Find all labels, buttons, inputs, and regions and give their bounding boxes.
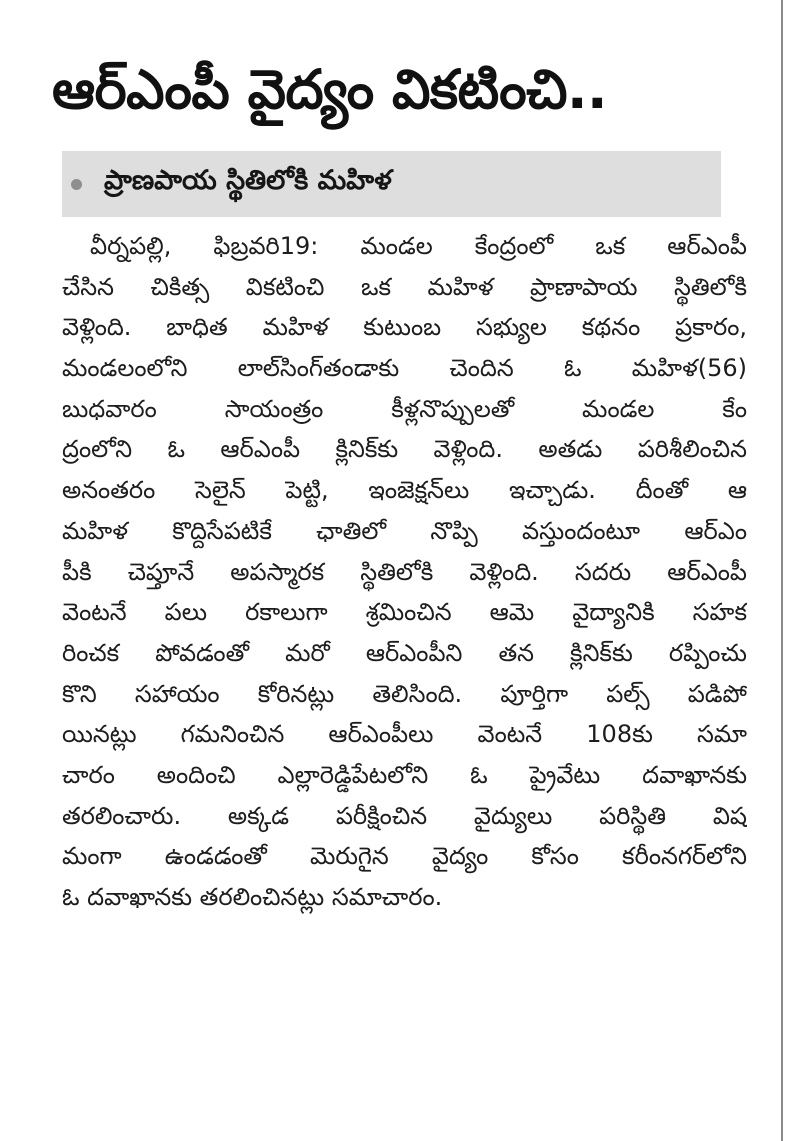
column-divider	[781, 0, 783, 1141]
headline: ఆర్‌ఎంపీ వైద్యం వికటించి..	[52, 58, 607, 121]
article-line: వెళ్లింది. బాధిత మహిళ కుటుంబ సభ్యుల కథనం ప్రకారం,	[62, 313, 747, 342]
article-line: ద్రంలోని ఓ ఆర్‌ఎంపీ క్లినిక్‌కు వెళ్లింది. అతడు పరిశీలించిన	[62, 435, 747, 464]
subheadline-band	[62, 151, 721, 217]
article-line: వీర్నపల్లి, ఫిబ్రవరి19: మండల కేంద్రంలో ఒక ఆర్‌ఎంపీ	[90, 232, 747, 260]
article-line: మంగా ఉండడంతో మెరుగైన వైద్యం కోసం కరీంనగర్‌లోని	[62, 842, 747, 871]
bullet-icon	[71, 179, 82, 190]
article-line: ఓ దవాఖానకు తరలించినట్లు సమాచారం.	[62, 883, 443, 911]
article-line: చారం అందించి ఎల్లారెడ్డిపేటలోని ఓ ప్రైవేటు దవాఖానకు	[62, 760, 747, 789]
article-line: వెంటనే పలు రకాలుగా శ్రమించిన ఆమె వైద్యానికి సహక	[62, 598, 747, 627]
article-line: మహిళ కొద్దిసేపటికే ఛాతిలో నొప్పి వస్తుందంటూ ఆర్‌ఎం	[62, 516, 747, 545]
article-line: అనంతరం సెలైన్ పెట్టి, ఇంజెక్షన్‌లు ఇచ్చాడు. దీంతో ఆ	[62, 476, 747, 505]
article-line: రించక పోవడంతో మరో ఆర్‌ఎంపీని తన క్లినిక్‌కు రప్పించు	[62, 638, 747, 667]
article-body	[62, 226, 747, 1066]
article-line: కొని సహాయం కోరినట్లు తెలిసింది. పూర్తిగా పల్స్ పడిపో	[62, 679, 747, 708]
article-line: యినట్లు గమనించిన ఆర్‌ఎంపీలు వెంటనే 108కు సమా	[62, 720, 747, 749]
subheadline: ప్రాణపాయ స్థితిలోకి మహిళ	[104, 165, 392, 196]
article-line: చేసిన చికిత్స వికటించి ఒక మహిళ ప్రాణాపాయ స్థితిలోకి	[62, 272, 747, 301]
article-line: తరలించారు. అక్కడ పరీక్షించిన వైద్యులు పరిస్థితి విష	[62, 801, 747, 830]
article-line: మండలంలోని లాల్‌సింగ్‌తండాకు చెందిన ఓ మహిళ(56)	[62, 354, 747, 383]
article-line: పీకి చెప్తూనే అపస్మారక స్థితిలోకి వెళ్లింది. సదరు ఆర్‌ఎంపీ	[62, 557, 747, 586]
article-line: బుధవారం సాయంత్రం కీళ్లనొప్పులతో మండల కేం	[62, 394, 747, 423]
